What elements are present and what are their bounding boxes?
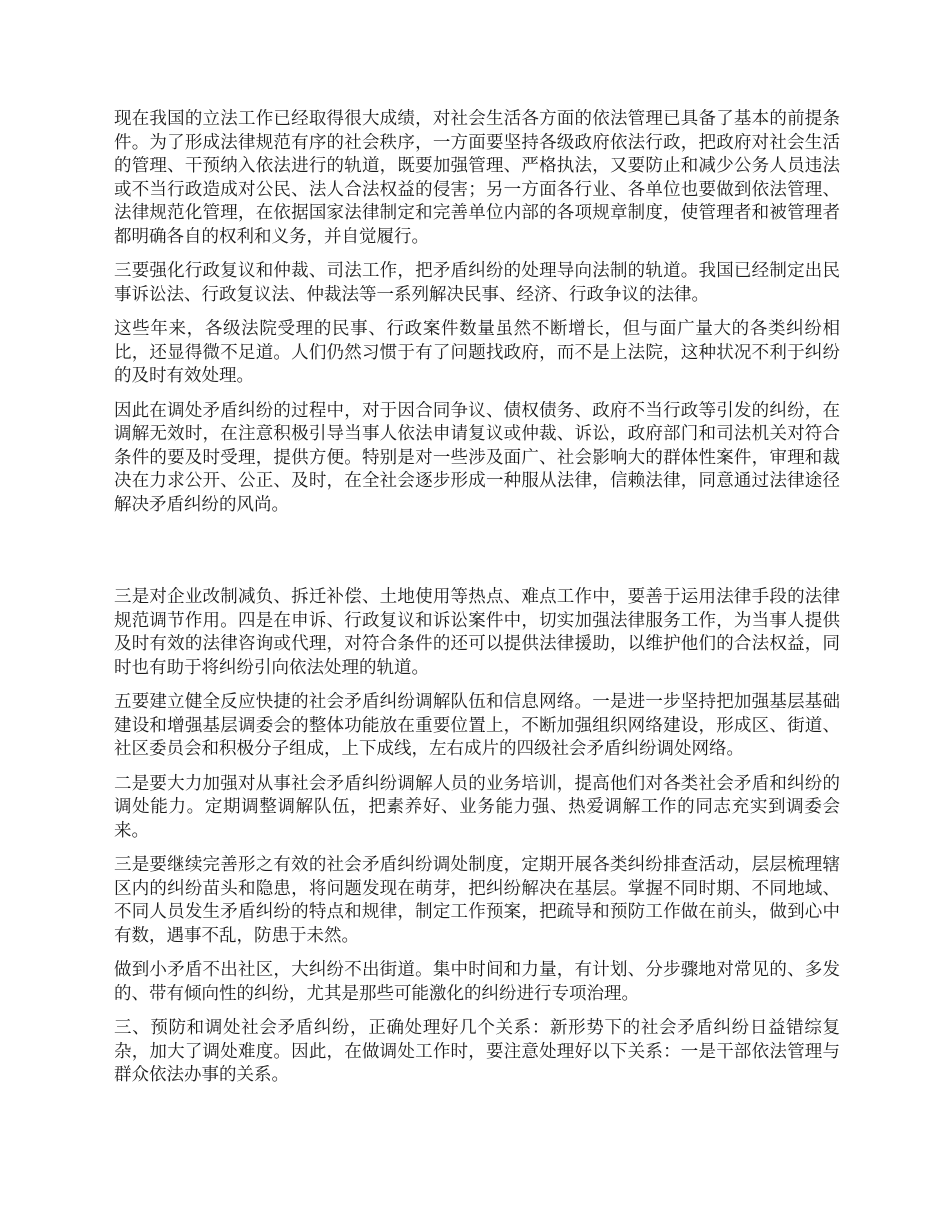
paragraph: 三、预防和调处社会矛盾纠纷，正确处理好几个关系：新形势下的社会矛盾纠纷日益错综复杂，加大了调处难度。因此，在做调处工作时，要注意处理好以下关系：一是干部依法管理与群众依法办事的关系。: [114, 1018, 840, 1085]
paragraph: 因此在调处矛盾纠纷的过程中，对于因合同争议、债权债务、政府不当行政等引发的纠纷，在调解无效时，在注意积极引导当事人依法申请复议或仲裁、诉讼，政府部门和司法机关对符合条件的要及时受理，提供方便。特别是对一些涉及面广、社会影响大的群体性案件，审理和裁决在力求公开、公正、及时，在全社会逐步形成一种服从法律，信赖法律，同意通过法律途径解决矛盾纠纷的风尚。: [114, 400, 840, 515]
document-section-2: [114, 586, 840, 1099]
paragraph: 三是对企业改制减负、拆迁补偿、土地使用等热点、难点工作中，要善于运用法律手段的法律规范调节作用。四是在申诉、行政复议和诉讼案件中，切实加强法律服务工作，为当事人提供及时有效的法律咨询或代理，对符合条件的还可以提供法律援助，以维护他们的合法权益，同时也有助于将纠纷引向依法处理的轨道。: [114, 587, 840, 678]
paragraph: 五要建立健全反应快捷的社会矛盾纠纷调解队伍和信息网络。一是进一步坚持把加强基层基础建设和增强基层调委会的整体功能放在重要位置上，不断加强组织网络建设，形成区、街道、社区委员会和积极分子组成，上下成线，左右成片的四级社会矛盾纠纷调处网络。: [114, 692, 840, 759]
paragraph: 三是要继续完善形之有效的社会矛盾纠纷调处制度，定期开展各类纠纷排查活动，层层梳理辖区内的纠纷苗头和隐患，将问题发现在萌芽，把纠纷解决在基层。掌握不同时期、不同地域、不同人员发生矛盾纠纷的特点和规律，制定工作预案，把疏导和预防工作做在前头，做到心中有数，遇事不乱，防患于未然。: [114, 855, 840, 946]
paragraph: 二是要大力加强对从事社会矛盾纠纷调解人员的业务培训，提高他们对各类社会矛盾和纠纷的调处能力。定期调整调解队伍，把素养好、业务能力强、热爱调解工作的同志充实到调委会来。: [114, 773, 840, 841]
document-section-1: [114, 108, 840, 528]
paragraph: 做到小矛盾不出社区，大纠纷不出街道。集中时间和力量，有计划、分步骤地对常见的、多发的、带有倾向性的纠纷，尤其是那些可能激化的纠纷进行专项治理。: [114, 960, 840, 1004]
paragraph: 三要强化行政复议和仲裁、司法工作，把矛盾纠纷的处理导向法制的轨道。我国已经制定出民事诉讼法、行政复议法、仲裁法等一系列解决民事、经济、行政争议的法律。: [114, 261, 840, 305]
paragraph: 这些年来，各级法院受理的民事、行政案件数量虽然不断增长，但与面广量大的各类纠纷相比，还显得微不足道。人们仍然习惯于有了问题找政府，而不是上法院，这种状况不利于纠纷的及时有效处理。: [114, 319, 840, 386]
paragraph: 现在我国的立法工作已经取得很大成绩，对社会生活各方面的依法管理已具备了基本的前提条件。为了形成法律规范有序的社会秩序，一方面要坚持各级政府依法行政，把政府对社会生活的管理、干预纳入依法进行的轨道，既要加强管理、严格执法，又要防止和减少公务人员违法或不当行政造成对公民、法人合法权益的侵害；另一方面各行业、各单位也要做到依法管理、法律规范化管理，在依据国家法律制定和完善单位内部的各项规章制度，使管理者和被管理者都明确各自的权利和义务，并自觉履行。: [114, 109, 840, 247]
